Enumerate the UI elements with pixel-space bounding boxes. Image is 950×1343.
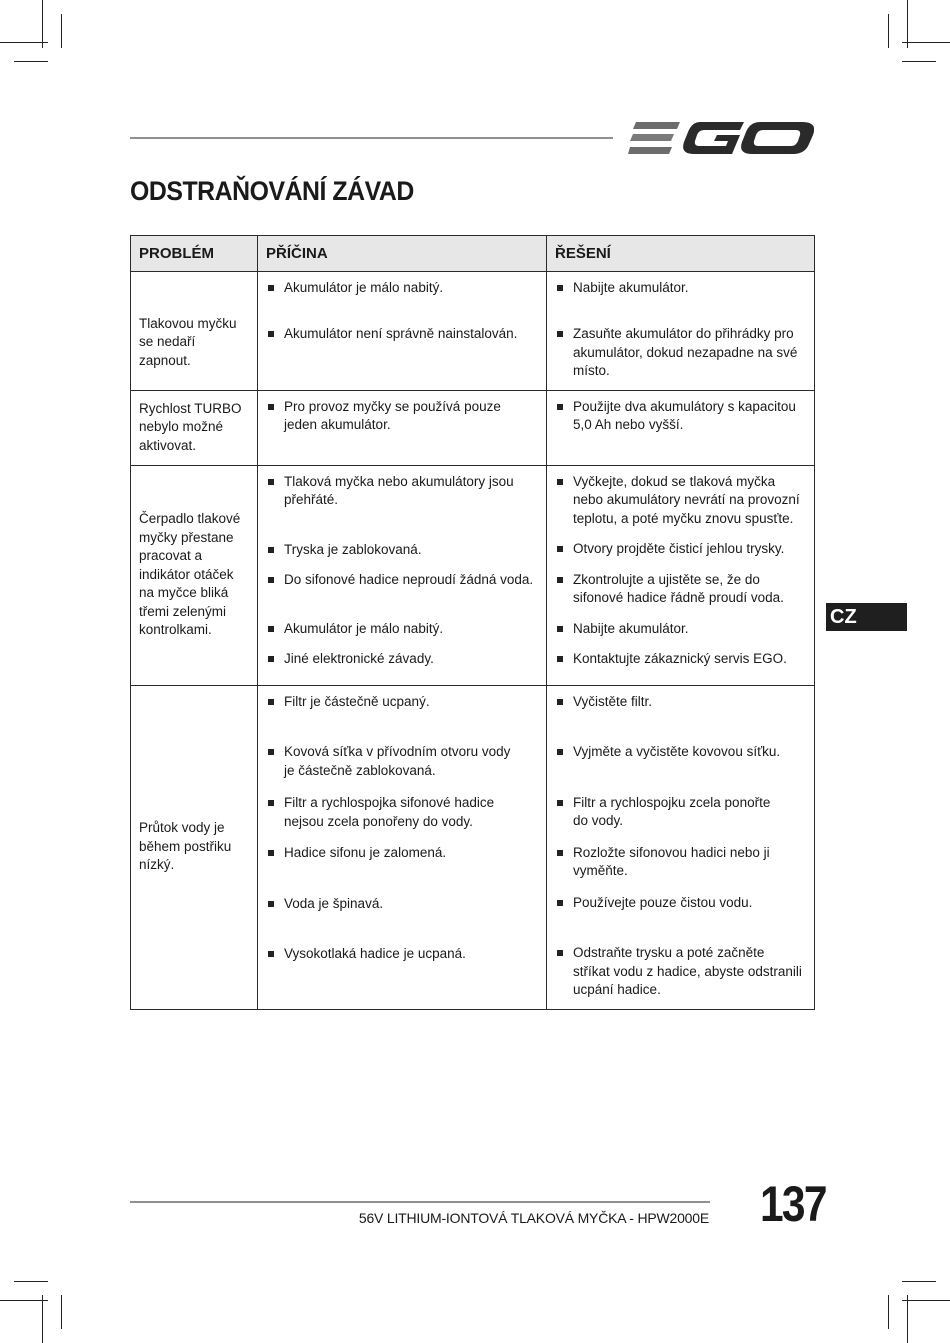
header-problem: PROBLÉM: [131, 236, 258, 272]
crop-mark: [42, 0, 43, 48]
page-title: ODSTRAŇOVÁNÍ ZÁVAD: [130, 176, 414, 206]
solution-item: Odstraňte trysku a poté začněte stříkat vodu z hadice, abyste odstranili ucpání hadice.: [557, 944, 804, 1000]
cause-cell: [258, 465, 547, 685]
solution-item: Zkontrolujte a ujistěte se, že do sifonové hadice řádně proudí voda.: [557, 571, 804, 608]
solution-item: Zasuňte akumulátor do přihrádky pro akumulátor, dokud nezapadne na své místo.: [557, 325, 804, 381]
cause-cell: [258, 390, 547, 465]
troubleshooting-table: [130, 235, 815, 1010]
crop-mark: [902, 61, 936, 62]
language-tab: CZ: [826, 603, 907, 631]
crop-mark: [888, 1295, 889, 1329]
footer-rule: [130, 1201, 710, 1203]
header-cause: PŘÍČINA: [258, 236, 547, 272]
solution-item: Vyčistěte filtr.: [557, 693, 804, 712]
cause-cell: [258, 685, 547, 1009]
solution-item: Kontaktujte zákaznický servis EGO.: [557, 650, 804, 669]
solution-item: Použijte dva akumulátory s kapacitou 5,0 Ah nebo vyšší.: [557, 398, 804, 435]
table-header-row: [131, 236, 815, 272]
solution-item: Vyjměte a vyčistěte kovovou síťku.: [557, 743, 804, 762]
table-row: [131, 390, 815, 465]
crop-mark: [0, 1300, 48, 1301]
solution-cell: [547, 685, 815, 1009]
solution-item: Používejte pouze čistou vodu.: [557, 894, 804, 913]
crop-mark: [61, 14, 62, 48]
solution-item: Nabijte akumulátor.: [557, 279, 804, 298]
cause-item: Hadice sifonu je zalomená.: [268, 844, 536, 863]
solution-cell: [547, 271, 815, 390]
cause-item: Tryska je zablokovaná.: [268, 541, 536, 560]
problem-cell: Rychlost TURBO nebylo možné aktivovat.: [131, 390, 258, 465]
crop-mark: [902, 42, 950, 43]
solution-item: Vyčkejte, dokud se tlaková myčka nebo akumulátory nevrátí na provozní teplotu, a poté myčku znovu spusťte.: [557, 473, 804, 529]
footer-product-name: 56V LITHIUM-IONTOVÁ TLAKOVÁ MYČKA - HPW2000E: [358, 1210, 709, 1226]
cause-item: Pro provoz myčky se používá pouze jeden akumulátor.: [268, 398, 536, 435]
solution-item: Filtr a rychlospojku zcela ponořte do vody.: [557, 794, 788, 831]
cause-item: Jiné elektronické závady.: [268, 650, 536, 669]
cause-item: Do sifonové hadice neproudí žádná voda.: [268, 571, 536, 590]
crop-mark: [61, 1295, 62, 1329]
cause-item: Akumulátor není správně nainstalován.: [268, 325, 536, 344]
crop-mark: [902, 1300, 950, 1301]
problem-cell: Čerpadlo tlakové myčky přestane pracovat a indikátor otáček na myčce bliká třemi zelenými kontrolkami.: [131, 465, 258, 685]
page-number: 137: [760, 1176, 826, 1232]
cause-item: Vysokotlaká hadice je ucpaná.: [268, 945, 536, 964]
ego-logo: [628, 116, 814, 160]
solution-cell: [547, 465, 815, 685]
solution-item: Otvory projděte čisticí jehlou trysky.: [557, 540, 804, 559]
solution-item: Nabijte akumulátor.: [557, 620, 804, 639]
cause-item: Akumulátor je málo nabitý.: [268, 279, 536, 298]
crop-mark: [902, 1281, 936, 1282]
crop-mark: [0, 42, 48, 43]
cause-item: Filtr a rychlospojka sifonové hadice nejsou zcela ponořeny do vody.: [268, 794, 529, 831]
solution-item: Rozložte sifonovou hadici nebo ji vyměňte.: [557, 844, 773, 881]
table-row: [131, 685, 815, 1009]
cause-item: Kovová síťka v přívodním otvoru vody je částečně zablokovaná.: [268, 743, 524, 780]
problem-cell: Průtok vody je během postřiku nízký.: [131, 685, 258, 1009]
cause-cell: [258, 271, 547, 390]
header-rule: [130, 137, 613, 139]
crop-mark: [14, 61, 48, 62]
solution-cell: [547, 390, 815, 465]
table-row: [131, 465, 815, 685]
cause-item: Voda je špinavá.: [268, 895, 536, 914]
problem-cell: Tlakovou myčku se nedaří zapnout.: [131, 271, 258, 390]
cause-item: Akumulátor je málo nabitý.: [268, 620, 536, 639]
table-row: [131, 271, 815, 390]
cause-item: Tlaková myčka nebo akumulátory jsou přehřáté.: [268, 473, 519, 510]
crop-mark: [907, 0, 908, 48]
crop-mark: [888, 14, 889, 48]
crop-mark: [42, 1295, 43, 1343]
cause-item: Filtr je částečně ucpaný.: [268, 693, 536, 712]
crop-mark: [907, 1295, 908, 1343]
header-solution: ŘEŠENÍ: [547, 236, 815, 272]
crop-mark: [14, 1281, 48, 1282]
